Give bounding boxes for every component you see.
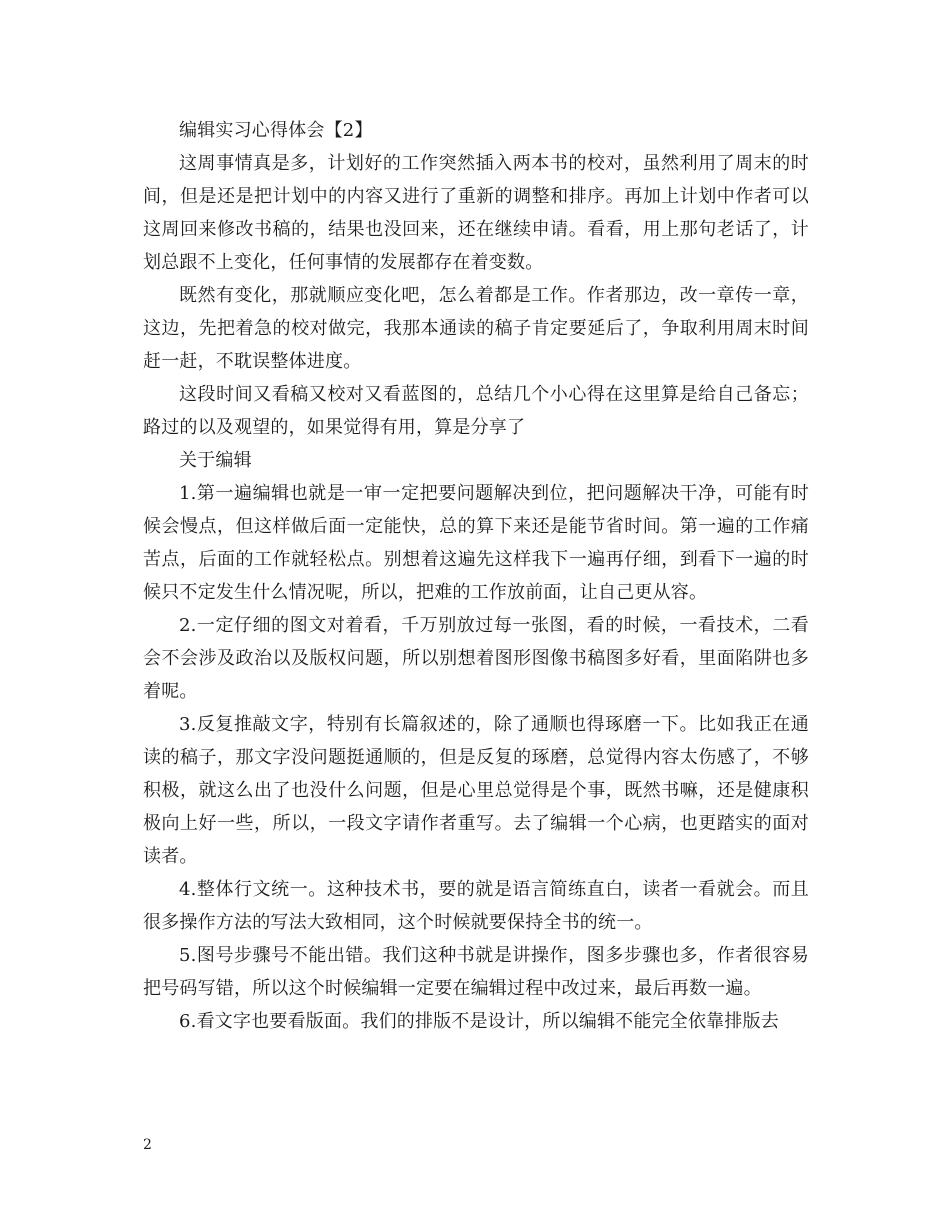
list-item: 6.看文字也要看版面。我们的排版不是设计，所以编辑不能完全依靠排版去 (179, 1011, 779, 1032)
paragraph: 既然有变化，那就顺应变化吧，怎么着都是工作。作者那边，改一章传一章，这边，先把着急的校对做完，我那本通读的稿子肯定要延后了，争取利用周末时间赶一赶，不耽误整体进度。 (143, 285, 809, 372)
list-item: 1.第一遍编辑也就是一审一定把要问题解决到位，把问题解决干净，可能有时候会慢点，但这样做后面一定能快，总的算下来还是能节省时间。第一遍的工作痛苦点，后面的工作就轻松点。别想着这遍先这样我下一遍再仔细，到看下一遍的时候只不定发生什么情况呢，所以，把难的工作放前面，让自己更从容。 (143, 483, 809, 603)
list-item: 3.反复推敲文字，特别有长篇叙述的，除了通顺也得琢磨一下。比如我正在通读的稿子，那文字没问题挺通顺的，但是反复的琢磨，总觉得内容太伤感了，不够积极，就这么出了也没什么问题，但是心里总觉得是个事，既然书嘛，还是健康积极向上好一些，所以，一段文字请作者重写。去了编辑一个心病，也更踏实的面对读者。 (143, 714, 809, 867)
list-item: 5.图号步骤号不能出错。我们这种书就是讲操作，图多步骤也多，作者很容易把号码写错，所以这个时候编辑一定要在编辑过程中改过来，最后再数一遍。 (143, 945, 809, 999)
list-item: 2.一定仔细的图文对着看，千万别放过每一张图，看的时候，一看技术，二看会不会涉及政治以及版权问题，所以别想着图形图像书稿图多好看，里面陷阱也多着呢。 (143, 615, 809, 702)
page-body (143, 114, 809, 1038)
list-item: 4.整体行文统一。这种技术书，要的就是语言简练直白，读者一看就会。而且很多操作方法的写法大致相同，这个时候就要保持全书的统一。 (143, 879, 809, 933)
section-title: 编辑实习心得体会【2】 (179, 120, 373, 141)
paragraph: 这段时间又看稿又校对又看蓝图的，总结几个小心得在这里算是给自己备忘；路过的以及观望的，如果觉得有用，算是分享了 (143, 384, 809, 438)
page-number: 2 (143, 1137, 152, 1153)
subsection-heading: 关于编辑 (179, 450, 252, 471)
paragraph: 这周事情真是多，计划好的工作突然插入两本书的校对，虽然利用了周末的时间，但是还是把计划中的内容又进行了重新的调整和排序。再加上计划中作者可以这周回来修改书稿的，结果也没回来，还在继续申请。看看，用上那句老话了，计划总跟不上变化，任何事情的发展都存在着变数。 (143, 153, 809, 273)
